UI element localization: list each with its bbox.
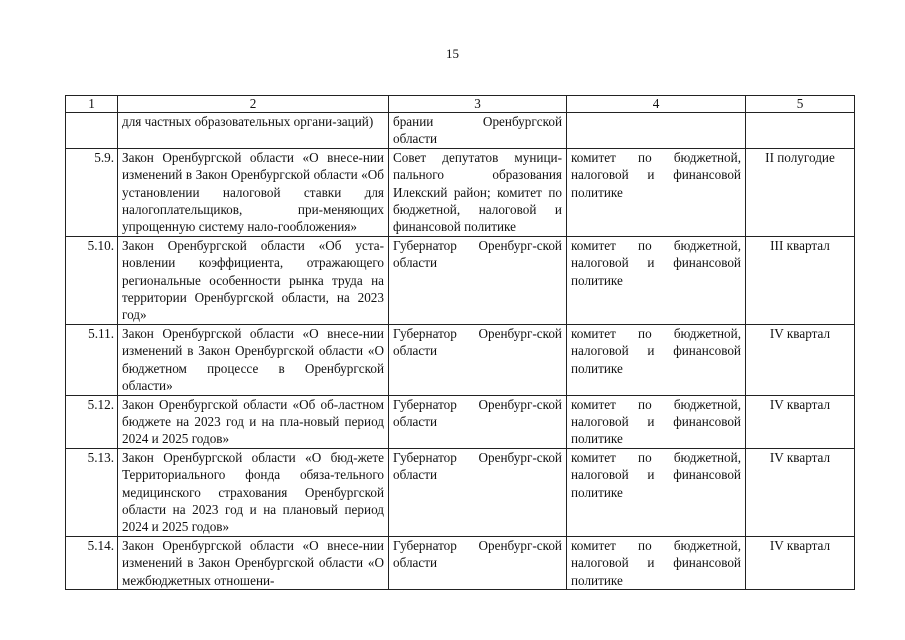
row-number: 5.14. [66,536,118,589]
header-col-3: 3 [389,96,567,113]
term: IV квартал [746,536,855,589]
term: IV квартал [746,324,855,395]
initiator: Губернатор Оренбург-ской области [389,236,567,324]
term: II полугодие [746,148,855,236]
header-col-5: 5 [746,96,855,113]
table-row [66,395,855,448]
continuation-initiator: брании Оренбургской области [389,113,567,149]
continuation-document-title: для частных образовательных органи-заций) [118,113,389,149]
initiator: Губернатор Оренбург-ской области [389,395,567,448]
row-number: 5.12. [66,395,118,448]
table-row [66,236,855,324]
plan-table [65,95,855,590]
initiator: Совет депутатов муници-пального образования Илекский район; комитет по бюджетной, налоговой и финансовой политике [389,148,567,236]
document-title: Закон Оренбургской области «Об уста-новлении коэффициента, отражающего региональные особенности рынка труда на территории Оренбургской области, на 2023 год» [118,236,389,324]
responsible-committee: комитет по бюджетной, налоговой и финансовой политике [567,448,746,536]
row-number: 5.13. [66,448,118,536]
document-title: Закон Оренбургской области «О бюд-жете Территориального фонда обяза-тельного медицинского страхования Оренбургской области на 2023 год и на плановый период 2024 и 2025 годов» [118,448,389,536]
document-title: Закон Оренбургской области «О внесе-нии изменений в Закон Оренбургской области «О межбюджетных отношени- [118,536,389,589]
document-title: Закон Оренбургской области «О внесе-нии изменений в Закон Оренбургской области «О бюджетном процессе в Оренбургской области» [118,324,389,395]
responsible-committee: комитет по бюджетной, налоговой и финансовой политике [567,236,746,324]
document-title: Закон Оренбургской области «Об об-ластном бюджете на 2023 год и на пла-новый период 2024 и 2025 годов» [118,395,389,448]
continuation-row [66,113,855,149]
responsible-committee: комитет по бюджетной, налоговой и финансовой политике [567,395,746,448]
table-row [66,324,855,395]
header-col-4: 4 [567,96,746,113]
initiator: Губернатор Оренбург-ской области [389,448,567,536]
initiator: Губернатор Оренбург-ской области [389,324,567,395]
header-row [66,96,855,113]
header-col-1: 1 [66,96,118,113]
header-col-2: 2 [118,96,389,113]
document-title: Закон Оренбургской области «О внесе-нии изменений в Закон Оренбургской области «Об установлении налоговой ставки для налогоплательщиков, при-меняющих упрощенную систему нало-гообложения» [118,148,389,236]
responsible-committee: комитет по бюджетной, налоговой и финансовой политике [567,536,746,589]
table-row [66,148,855,236]
continuation-num [66,113,118,149]
responsible-committee: комитет по бюджетной, налоговой и финансовой политике [567,324,746,395]
page-number: 15 [446,46,459,61]
row-number: 5.11. [66,324,118,395]
continuation-responsible [567,113,746,149]
table-row [66,536,855,589]
continuation-term [746,113,855,149]
row-number: 5.10. [66,236,118,324]
term: III квартал [746,236,855,324]
initiator: Губернатор Оренбург-ской области [389,536,567,589]
term: IV квартал [746,395,855,448]
row-number: 5.9. [66,148,118,236]
table-row [66,448,855,536]
responsible-committee: комитет по бюджетной, налоговой и финансовой политике [567,148,746,236]
term: IV квартал [746,448,855,536]
